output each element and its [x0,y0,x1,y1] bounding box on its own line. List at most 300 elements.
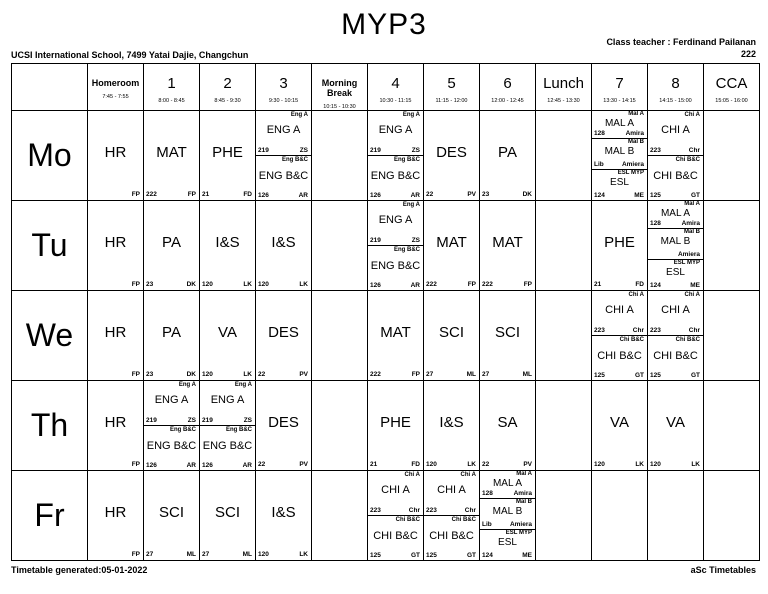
period-header [368,64,424,111]
group-name: Mal A [516,471,532,477]
room-number: 219 [146,417,157,424]
lesson-group [592,111,647,139]
lesson-group [424,516,479,560]
lesson-subject: ESL [498,537,517,548]
split-lesson [424,471,479,560]
lesson-cell [368,111,424,201]
lesson-subject: MAL A [660,208,691,219]
lesson-subject: HR [104,324,127,341]
room-number: 21 [370,461,378,468]
lesson-subject: PHE [212,144,243,161]
lesson-subject: CHI A [661,124,690,136]
period-header [312,64,368,111]
room-number: 219 [258,147,269,154]
empty-slot [312,291,368,381]
teacher-code: PV [467,191,476,198]
group-name: Chi A [684,112,700,118]
teacher-code: LK [243,281,252,288]
lesson-subject: CHI A [381,484,410,496]
lesson-group [144,426,199,470]
room-number: 222 [426,281,437,288]
triple-lesson [480,471,535,560]
teacher-code: ZS [243,417,252,424]
teacher-code: Chr [408,507,420,514]
lesson-subject: MAT [156,144,187,161]
room-number: 22 [426,191,434,198]
room-number: 120 [426,461,437,468]
group-name: Chi A [628,292,644,298]
lesson-cell [648,201,704,291]
lesson-group [368,111,423,156]
period-time: 14:15 - 15:00 [659,98,692,104]
room-number: 126 [370,192,381,199]
teacher-code: ZS [411,237,420,244]
teacher-code: LK [691,461,700,468]
room-number: Lib [594,161,604,168]
teacher-code: DK [522,191,532,198]
teacher-code: ZS [411,147,420,154]
teacher-code: ME [522,552,532,559]
lesson-cell [144,381,200,471]
lesson-subject: MAL A [492,478,523,489]
lesson-cell [424,381,480,471]
split-lesson [648,291,703,380]
teacher-code: Amiera [509,521,532,528]
split-lesson [368,201,423,290]
teacher-code: FP [131,371,140,378]
lesson-subject: PA [162,234,181,251]
room-number: 27 [426,371,434,378]
empty-slot [704,111,760,201]
lesson-cell [200,111,256,201]
lesson-group [648,201,703,229]
lesson-cell [592,111,648,201]
split-lesson [368,111,423,200]
school-name: UCSI International School, 7499 Yatai Dajie, Changchun [11,50,249,60]
lesson-cell [480,201,536,291]
generator-credit: aSc Timetables [690,565,756,575]
teacher-code: GT [690,192,700,199]
timetable [11,63,760,561]
day-label: Mo [27,137,72,173]
room-number: 125 [594,372,605,379]
lesson-group [368,471,423,516]
teacher-code: ML [186,551,196,558]
lesson-subject: ESL [666,267,685,278]
lesson-subject: MAT [380,324,411,341]
room-number: 23 [146,371,154,378]
teacher-code: AR [410,282,420,289]
group-name: Chi A [684,292,700,298]
lesson-cell [480,291,536,381]
room-number: 27 [202,551,210,558]
lesson-cell [424,111,480,201]
period-name: 8 [671,75,680,92]
day-label: Th [30,407,69,443]
group-name: Eng A [402,202,420,208]
lesson-cell [424,201,480,291]
lesson-cell [256,381,312,471]
lesson-subject: MAL A [604,118,635,129]
lesson-subject: CHI B&C [653,170,698,182]
empty-slot [536,471,592,561]
room-number: 223 [650,147,661,154]
room-number: 120 [594,461,605,468]
group-name: Mal B [515,499,532,505]
lesson-subject: HR [104,414,127,431]
room-number: 120 [650,461,661,468]
teacher-code: Amiera [621,161,644,168]
period-name: 4 [391,75,400,92]
group-name: Chi A [404,472,420,478]
group-name: Eng A [290,112,308,118]
empty-slot [312,471,368,561]
lesson-cell [424,291,480,381]
lesson-group [256,156,311,200]
teacher-code: ZS [187,417,196,424]
day-label-cell [12,111,88,201]
lesson-group [368,246,423,290]
teacher-code: FD [411,461,420,468]
lesson-subject: ENG A [154,394,189,406]
group-name: ESL MYP [505,530,532,536]
teacher-code: PV [523,461,532,468]
room-number: 223 [594,327,605,334]
lesson-group [648,111,703,156]
room-number: 125 [370,552,381,559]
teacher-code: ML [242,551,252,558]
day-label: Fr [34,497,65,533]
lesson-group [592,291,647,336]
lesson-group [648,336,703,380]
lesson-cell [88,471,144,561]
lesson-subject: ENG A [378,214,413,226]
teacher-code: Amira [681,220,700,227]
room-number: 223 [426,507,437,514]
split-lesson [368,471,423,560]
lesson-group [256,111,311,156]
split-lesson [144,381,199,470]
room-number: 22 [482,461,490,468]
empty-slot [312,111,368,201]
group-name: Chi B&C [675,337,700,343]
lesson-subject: I&S [271,234,296,251]
lesson-subject: CHI B&C [429,530,474,542]
group-name: Eng A [402,112,420,118]
teacher-code: FP [131,461,140,468]
lesson-subject: PA [498,144,517,161]
lesson-cell [200,201,256,291]
room-number: 125 [650,192,661,199]
room-number: 223 [650,327,661,334]
lesson-group [200,426,255,470]
period-time: 13:30 - 14:15 [603,98,636,104]
teacher-code: Chr [632,327,644,334]
room-number: 222 [370,371,381,378]
lesson-cell [256,111,312,201]
lesson-cell [368,201,424,291]
period-time: 8:45 - 9:30 [214,98,241,104]
group-name: Eng B&C [170,427,196,433]
group-name: Mal A [684,201,700,207]
room-number: 124 [594,192,605,199]
lesson-subject: SCI [214,504,240,521]
lesson-group [648,156,703,200]
period-header [704,64,760,111]
empty-slot [704,201,760,291]
lesson-subject: DES [268,414,299,431]
teacher-code: LK [299,551,308,558]
period-time: 10:30 - 11:15 [379,98,412,104]
room-number: 126 [258,192,269,199]
day-label: Tu [31,227,68,263]
triple-lesson [648,201,703,290]
room-number: 126 [202,462,213,469]
period-header [592,64,648,111]
period-header [144,64,200,111]
lesson-subject: I&S [439,414,464,431]
period-time: 9:30 - 10:15 [268,98,299,104]
room-number: 128 [594,130,605,137]
period-time: 15:05 - 16:00 [715,98,748,104]
lesson-subject: CHI B&C [373,530,418,542]
period-header [256,64,312,111]
day-label: We [25,317,74,353]
period-time: 12:00 - 12:45 [491,98,524,104]
lesson-subject: VA [610,414,629,431]
teacher-code: GT [466,552,476,559]
lesson-group [368,156,423,200]
lesson-subject: CHI A [605,304,634,316]
lesson-subject: CHI B&C [597,350,642,362]
period-name: 5 [447,75,456,92]
lesson-cell [648,111,704,201]
lesson-cell [368,471,424,561]
lesson-group [592,139,647,170]
lesson-cell [480,381,536,471]
period-time: 8:00 - 8:45 [158,98,185,104]
teacher-code: FP [131,281,140,288]
lesson-subject: CHI A [661,304,690,316]
teacher-code: FP [523,281,532,288]
period-name: 6 [503,75,512,92]
teacher-code: Chr [688,147,700,154]
room-number: 219 [370,147,381,154]
room-number: 219 [370,237,381,244]
teacher-code: AR [242,462,252,469]
room-number: 21 [202,191,210,198]
room-number: 124 [482,552,493,559]
period-time: 7:45 - 7:55 [102,94,129,100]
lesson-subject: SA [497,414,518,431]
lesson-subject: HR [104,504,127,521]
empty-slot [704,291,760,381]
empty-slot [648,471,704,561]
split-lesson [200,381,255,470]
lesson-subject: CHI A [437,484,466,496]
empty-slot [536,201,592,291]
lesson-group [480,530,535,560]
room-number: 223 [370,507,381,514]
lesson-group [480,471,535,499]
room-number: 125 [650,372,661,379]
lesson-subject: MAL B [604,146,635,157]
lesson-group [368,201,423,246]
lesson-cell [368,381,424,471]
empty-slot [592,471,648,561]
split-lesson [592,291,647,380]
class-teacher [606,36,756,60]
lesson-subject: MAT [492,234,523,251]
lesson-subject: ENG B&C [146,440,197,452]
teacher-code: Chr [688,327,700,334]
period-header [424,64,480,111]
lesson-subject: HR [104,144,127,161]
room-number: 120 [258,551,269,558]
group-name: Chi B&C [395,517,420,523]
generated-date: Timetable generated:05-01-2022 [11,565,148,575]
teacher-code: LK [243,371,252,378]
period-name: CCA [715,75,748,92]
lesson-cell [256,471,312,561]
empty-slot [536,291,592,381]
empty-slot [536,381,592,471]
period-header [536,64,592,111]
room-number: 126 [146,462,157,469]
teacher-code: Amiera [677,251,700,258]
group-name: Chi A [460,472,476,478]
teacher-code: PV [299,371,308,378]
period-header [88,64,144,111]
empty-slot [312,381,368,471]
empty-slot [704,471,760,561]
lesson-group [648,291,703,336]
teacher-code: FP [467,281,476,288]
teacher-code: GT [410,552,420,559]
teacher-code: FP [131,551,140,558]
room-number: 23 [482,191,490,198]
group-name: Mal B [683,229,700,235]
lesson-cell [144,201,200,291]
lesson-subject: PHE [380,414,411,431]
lesson-cell [256,201,312,291]
room-number: 126 [370,282,381,289]
lesson-group [592,336,647,380]
period-time: 11:15 - 12:00 [435,98,468,104]
room-number: 120 [202,281,213,288]
group-name: Chi B&C [619,337,644,343]
lesson-cell [592,291,648,381]
lesson-subject: VA [666,414,685,431]
teacher-code: LK [467,461,476,468]
class-teacher-label: Class teacher : Ferdinand Pailanan [606,37,756,47]
period-name: 1 [167,75,176,92]
teacher-code: ML [522,371,532,378]
lesson-cell [144,111,200,201]
group-name: ESL MYP [617,170,644,176]
room-number: 22 [258,461,266,468]
room-number: Lib [482,521,492,528]
lesson-cell [256,291,312,381]
lesson-group [648,229,703,260]
teacher-code: ME [634,192,644,199]
lesson-subject: DES [268,324,299,341]
day-label-cell [12,291,88,381]
day-label-cell [12,201,88,291]
group-name: Eng A [178,382,196,388]
room-number: 120 [258,281,269,288]
lesson-cell [368,291,424,381]
room-number: 124 [650,282,661,289]
lesson-cell [200,291,256,381]
lesson-cell [480,111,536,201]
lesson-subject: ENG B&C [370,260,421,272]
lesson-cell [424,471,480,561]
lesson-subject: SCI [494,324,520,341]
teacher-code: GT [634,372,644,379]
room-number: 22 [258,371,266,378]
lesson-subject: ENG B&C [370,170,421,182]
room-number: 120 [202,371,213,378]
lesson-cell [200,381,256,471]
group-name: Chi B&C [675,157,700,163]
lesson-subject: ESL [610,177,629,188]
lesson-group [368,516,423,560]
lesson-cell [88,201,144,291]
teacher-code: ML [466,371,476,378]
teacher-code: DK [186,281,196,288]
corner-cell [12,64,88,111]
teacher-code: DK [186,371,196,378]
period-name: 3 [279,75,288,92]
teacher-code: AR [186,462,196,469]
room-number: 23 [146,281,154,288]
teacher-code: FP [187,191,196,198]
period-name: 2 [223,75,232,92]
lesson-subject: DES [436,144,467,161]
group-name: Eng B&C [394,247,420,253]
day-label-cell [12,471,88,561]
lesson-subject: PHE [604,234,635,251]
period-name: Homeroom [91,78,140,88]
teacher-code: Chr [464,507,476,514]
teacher-code: GT [690,372,700,379]
lesson-group [592,170,647,200]
lesson-group [424,471,479,516]
teacher-code: LK [635,461,644,468]
teacher-code: FP [131,191,140,198]
lesson-group [144,381,199,426]
room-number: 222 [482,281,493,288]
lesson-group [200,381,255,426]
empty-slot [536,111,592,201]
empty-slot [312,201,368,291]
room-number: 21 [594,281,602,288]
teacher-code: FP [411,371,420,378]
lesson-cell [144,471,200,561]
period-name: Lunch [543,75,584,92]
period-time: 12:45 - 13:30 [547,98,580,104]
empty-slot [704,381,760,471]
group-name: Eng A [234,382,252,388]
room-number: 128 [650,220,661,227]
lesson-subject: MAL B [660,236,691,247]
teacher-code: PV [299,461,308,468]
group-name: Eng B&C [282,157,308,163]
period-time: 10:15 - 10:30 [323,104,356,110]
split-lesson [648,111,703,200]
day-label-cell [12,381,88,471]
